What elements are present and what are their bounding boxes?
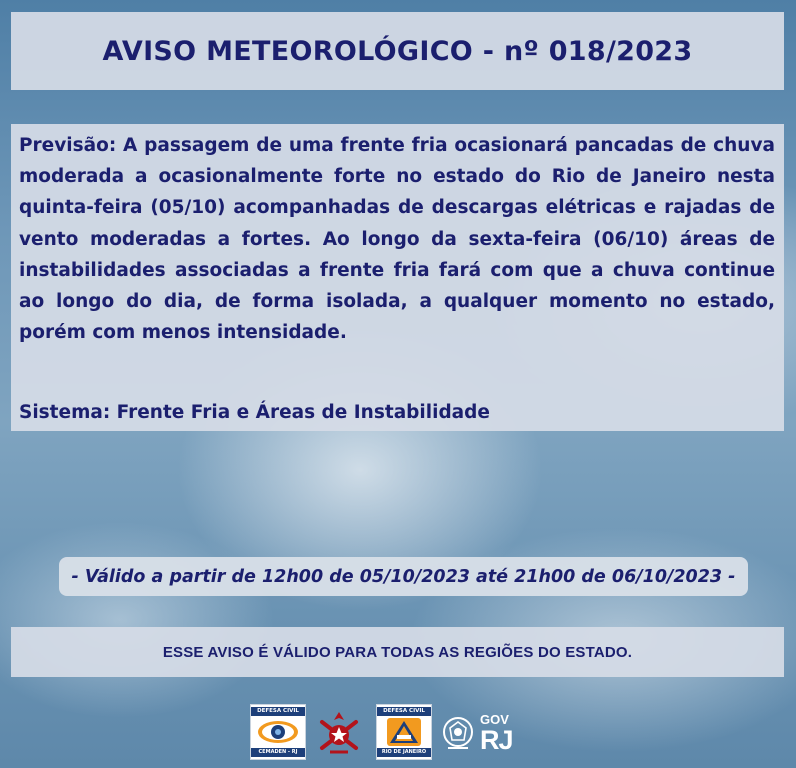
logos-row <box>250 704 550 762</box>
title-band <box>11 12 784 90</box>
gov-rj-logo <box>480 712 530 758</box>
firefighters-emblem-icon <box>316 708 362 758</box>
defesa-civil-rj-top-text: DEFESA CIVIL <box>377 707 431 716</box>
regions-notice: ESSE AVISO É VÁLIDO PARA TODAS AS REGIÕES DO ESTADO. <box>162 643 633 661</box>
cemaden-logo-bottom-text: CEMADEN - RJ <box>251 748 305 757</box>
rj-state-seal-icon <box>440 714 476 754</box>
system-text: Sistema: Frente Fria e Áreas de Instabilidade <box>19 402 490 423</box>
defesa-civil-rj-bottom-text: RIO DE JANEIRO <box>377 748 431 757</box>
forecast-panel <box>11 124 784 431</box>
cemaden-logo-top-text: DEFESA CIVIL <box>251 707 305 716</box>
gov-text: GOV <box>480 712 509 727</box>
forecast-text: Previsão: A passagem de uma frente fria ocasionará pancadas de chuva moderada a ocasionalmente forte no estado do Rio de Janeiro nesta quinta-feira (05/10) acompanhadas de descargas elétricas e rajadas de vento moderadas a fortes. Ao longo da sexta-feira (06/10) áreas de instabilidades associadas a frente fria fará com que a chuva continue ao longo do dia, de forma isolada, a qualquer momento no estado, porém com menos intensidade. <box>19 135 775 344</box>
rj-text: RJ <box>480 725 513 755</box>
validity-banner: - Válido a partir de 12h00 de 05/10/2023 até 21h00 de 06/10/2023 - <box>59 557 748 596</box>
regions-band <box>11 627 784 677</box>
cemaden-logo <box>250 704 306 760</box>
defesa-civil-rj-logo <box>376 704 432 760</box>
page-title: AVISO METEOROLÓGICO - nº 018/2023 <box>102 35 693 67</box>
